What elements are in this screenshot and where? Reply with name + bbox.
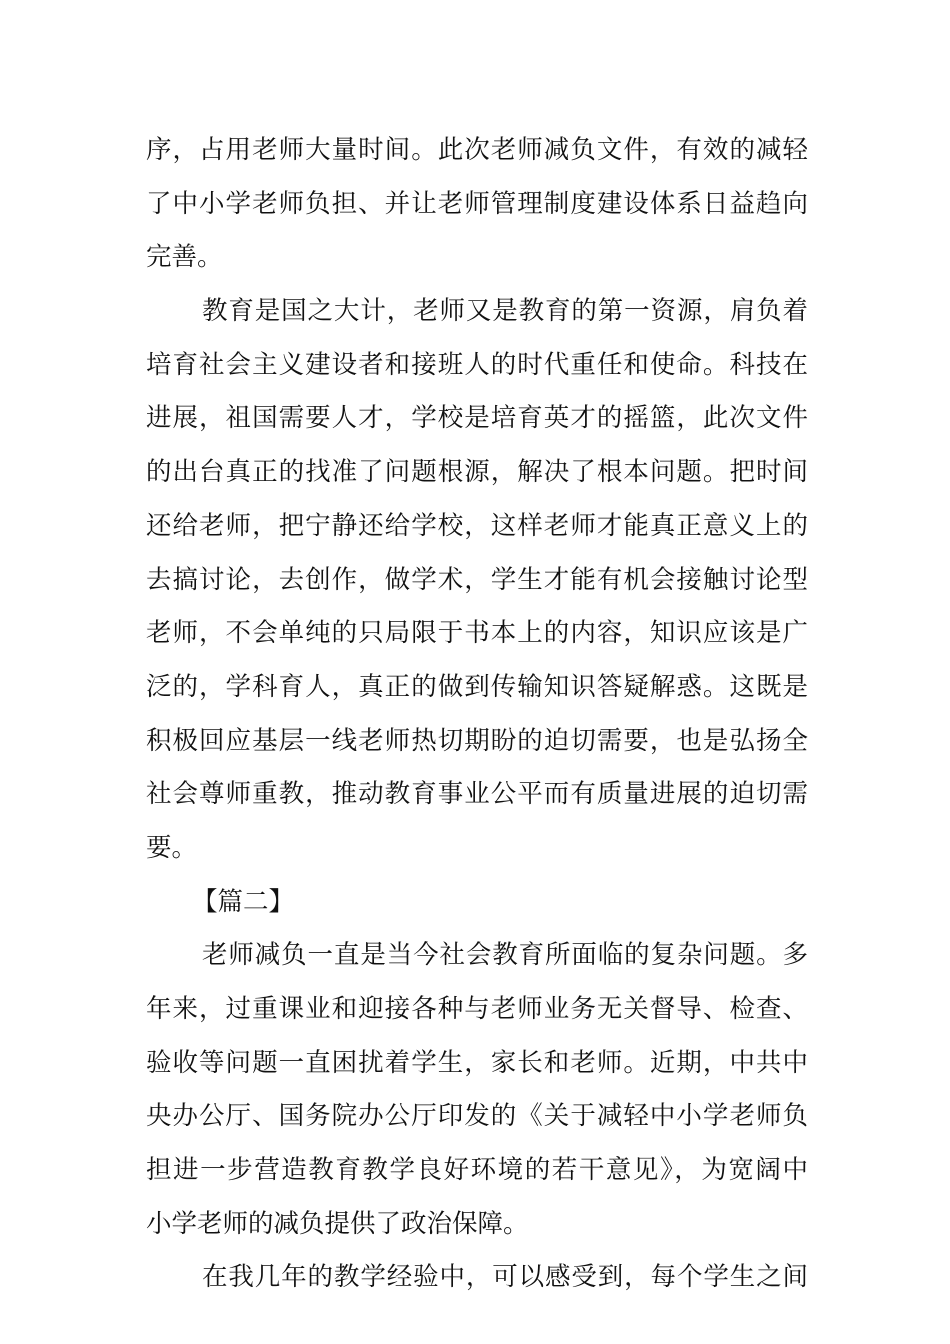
paragraph-line: 担进一步营造教育教学良好环境的若干意见》，为宽阔中 — [146, 1155, 808, 1186]
paragraph-line: 老师，不会单纯的只局限于书本上的内容，知识应该是广 — [146, 618, 808, 649]
paragraph-line: 了中小学老师负担、并让老师管理制度建设体系日益趋向 — [146, 188, 808, 219]
paragraph-line: 在我几年的教学经验中，可以感受到，每个学生之间 — [202, 1262, 808, 1293]
paragraph-line: 进展，祖国需要人才，学校是培育英才的摇篮，此次文件 — [146, 403, 808, 434]
paragraph-3 — [146, 929, 808, 1251]
paragraph-line: 验收等问题一直困扰着学生，家长和老师。近期，中共中 — [146, 1047, 808, 1078]
section-heading: 【篇二】 — [192, 886, 295, 917]
paragraph-4 — [146, 1251, 808, 1305]
paragraph-line: 小学老师的减负提供了政治保障。 — [146, 1208, 529, 1239]
paragraph-line: 泛的，学科育人，真正的做到传输知识答疑解惑。这既是 — [146, 671, 808, 702]
paragraph-line: 完善。 — [146, 242, 223, 273]
paragraph-line: 社会尊师重教，推动教育事业公平而有质量进展的迫切需 — [146, 779, 808, 810]
paragraph-2 — [146, 285, 808, 876]
paragraph-line: 去搞讨论，去创作，做学术，学生才能有机会接触讨论型 — [146, 564, 808, 595]
paragraph-line: 还给老师，把宁静还给学校，这样老师才能真正意义上的 — [146, 510, 808, 541]
paragraph-line: 的出台真正的找准了问题根源，解决了根本问题。把时间 — [146, 457, 808, 488]
paragraph-line: 要。 — [146, 832, 198, 863]
paragraph-line: 序，占用老师大量时间。此次老师减负文件，有效的减轻 — [146, 135, 808, 165]
paragraph-line: 教育是国之大计，老师又是教育的第一资源，肩负着 — [202, 296, 808, 327]
document-body — [146, 124, 808, 1305]
paragraph-1 — [146, 124, 808, 285]
paragraph-line: 积极回应基层一线老师热切期盼的迫切需要，也是弘扬全 — [146, 725, 808, 756]
paragraph-line: 老师减负一直是当今社会教育所面临的复杂问题。多 — [202, 940, 808, 971]
paragraph-line: 央办公厅、国务院办公厅印发的《关于减轻中小学老师负 — [146, 1101, 808, 1132]
paragraph-line: 年来，过重课业和迎接各种与老师业务无关督导、检查、 — [146, 994, 808, 1024]
paragraph-line: 培育社会主义建设者和接班人的时代重任和使命。科技在 — [146, 349, 808, 380]
